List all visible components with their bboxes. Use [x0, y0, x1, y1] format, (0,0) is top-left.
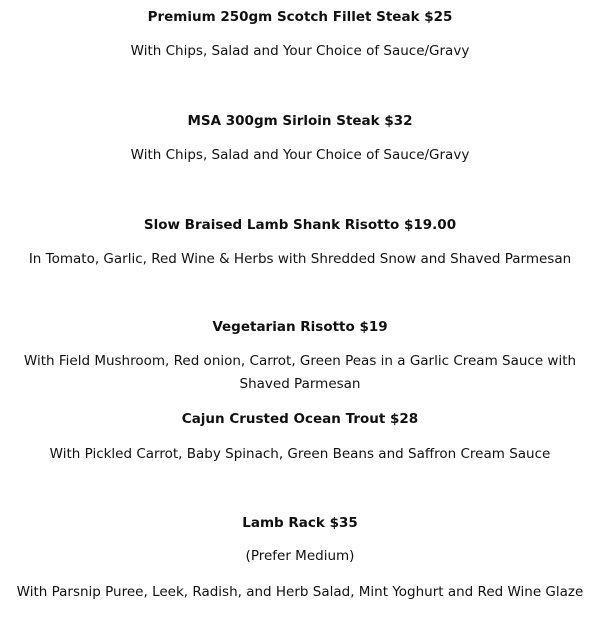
item-title-ocean-trout: Cajun Crusted Ocean Trout $28	[181, 411, 419, 427]
item-description-ocean-trout: With Pickled Carrot, Baby Spinach, Green Beans and Saffron Cream Sauce	[49, 446, 551, 462]
item-title-lamb-shank: Slow Braised Lamb Shank Risotto $19.00	[143, 217, 457, 233]
item-description-lamb-rack: With Parsnip Puree, Leek, Radish, and Herb Salad, Mint Yoghurt and Red Wine Glaze	[16, 584, 584, 600]
item-note-lamb-rack: (Prefer Medium)	[245, 548, 355, 564]
item-title-lamb-rack: Lamb Rack $35	[242, 515, 358, 531]
item-description-scotch-fillet: With Chips, Salad and Your Choice of Sauce/Gravy	[130, 43, 470, 59]
item-title-scotch-fillet: Premium 250gm Scotch Fillet Steak $25	[147, 9, 453, 25]
item-title-sirloin: MSA 300gm Sirloin Steak $32	[187, 113, 413, 129]
item-description-sirloin: With Chips, Salad and Your Choice of Sauce/Gravy	[130, 147, 470, 163]
item-description-lamb-shank: In Tomato, Garlic, Red Wine & Herbs with Shredded Snow and Shaved Parmesan	[28, 251, 572, 267]
item-title-vegetarian-risotto: Vegetarian Risotto $19	[212, 319, 388, 335]
item-description-vegetarian-risotto: With Field Mushroom, Red onion, Carrot, Green Peas in a Garlic Cream Sauce with Shaved Parmesan	[23, 353, 577, 392]
